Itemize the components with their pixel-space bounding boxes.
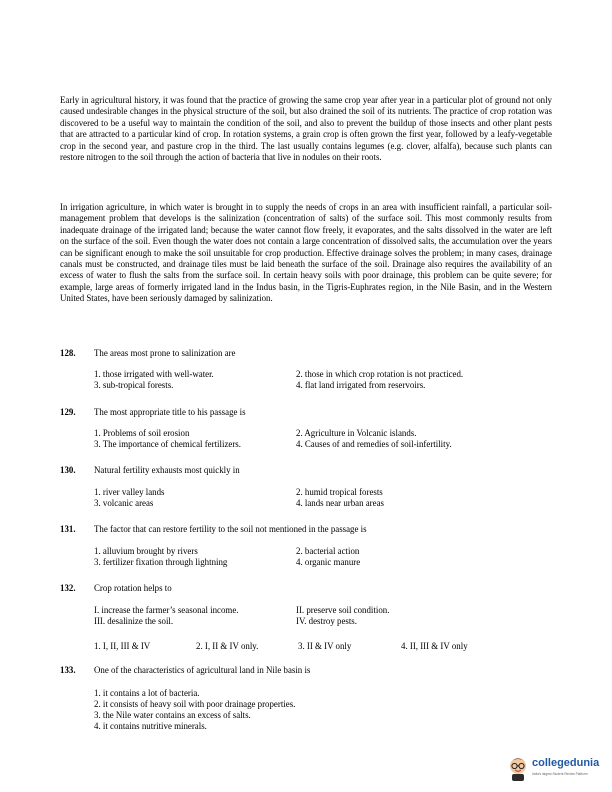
option-3: 3. volcanic areas	[94, 498, 154, 508]
option-1: 1. I, II, III & IV	[94, 641, 151, 651]
option-3: 3. the Nile water contains an excess of salts.	[94, 710, 251, 720]
statement-4: IV. destroy pests.	[296, 616, 357, 626]
statement-3: III. desalinize the soil.	[94, 616, 174, 626]
passage-paragraph-2: In irrigation agriculture, in which water is brought in to supply the needs of crops in an area with insufficient rainfall, a particular soil-management problem that develops is the salinization (concentration of salts) of the surface soil. This most commonly results from inadequate drainage of the irrigated land; because the water cannot flow freely, it evaporates, and the salts dissolved in the water are left on the surface of the soil. Even though the water does not contain a large concentration of dissolved salts, the accumulation over the years can be significant enough to make the soil unsuitable for crop production. Effective drainage solves the problem; in many cases, drainage canals must be constructed, and drainage tiles must be laid beneath the surface of the soil. Drainage also requires the availability of an excess of water to flush the salts from the surface soil. In certain heavy soils with poor drainage, this problem can be quite severe; for example, large areas of formerly irrigated land in the Indus basin, in the Tigris-Euphrates region, in the Nile Basin, and in the Western United States, have been seriously damaged by salinization.	[60, 202, 552, 304]
option-3: 3. II & IV only	[298, 641, 352, 651]
option-1: 1. Problems of soil erosion	[94, 428, 190, 438]
option-2: 2. it consists of heavy soil with poor drainage properties.	[94, 699, 296, 709]
question-number: 129.	[60, 407, 76, 417]
option-3: 3. The importance of chemical fertilizers.	[94, 439, 241, 449]
option-3: 3. fertilizer fixation through lightning	[94, 557, 228, 567]
question-number: 128.	[60, 348, 76, 358]
option-4: 4. II, III & IV only	[401, 641, 468, 651]
option-2: 2. I, II & IV only.	[196, 641, 259, 651]
passage-paragraph-1: Early in agricultural history, it was found that the practice of growing the same crop year after year in a particular plot of ground not only caused undesirable changes in the physical structure of the soil, but also drained the soil of its nutrients. The practice of crop rotation was discovered to be a useful way to maintain the condition of the soil, and also to prevent the buildup of those insects and other plant pests that are attracted to a particular kind of crop. In rotation systems, a grain crop is often grown the first year, followed by a leafy-vegetable crop in the second year, and pasture crop in the third. The last usually contains legumes (e.g. clover, alfalfa), because such plants can restore nitrogen to the soil through the action of bacteria that live in nodules on their roots.	[60, 95, 552, 163]
question-text: Crop rotation helps to	[94, 583, 172, 593]
question-number: 131.	[60, 524, 76, 534]
option-4: 4. flat land irrigated from reservoirs.	[296, 380, 426, 390]
question-number: 132.	[60, 583, 76, 593]
question-number: 130.	[60, 465, 76, 475]
brand-logo-text: collegedunia	[532, 757, 600, 769]
question-text: Natural fertility exhausts most quickly in	[94, 465, 240, 475]
collegedunia-mascot-icon	[507, 755, 529, 781]
statement-2: II. preserve soil condition.	[296, 605, 390, 615]
question-text: One of the characteristics of agricultural land in Nile basin is	[94, 665, 311, 675]
option-1: 1. those irrigated with well-water.	[94, 369, 214, 379]
option-4: 4. lands near urban areas	[296, 498, 384, 508]
question-number: 133.	[60, 665, 76, 675]
question-text: The areas most prone to salinization are	[94, 348, 236, 358]
brand-tagline: India's largest Student Review Platform	[532, 772, 588, 776]
option-1: 1. river valley lands	[94, 487, 165, 497]
option-4: 4. organic manure	[296, 557, 361, 567]
statement-1: I. increase the farmer’s seasonal income.	[94, 605, 239, 615]
question-text: The most appropriate title to his passage is	[94, 407, 246, 417]
question-text: The factor that can restore fertility to the soil not mentioned in the passage is	[94, 524, 367, 534]
option-1: 1. alluvium brought by rivers	[94, 546, 198, 556]
option-2: 2. humid tropical forests	[296, 487, 383, 497]
option-2: 2. Agriculture in Volcanic islands.	[296, 428, 417, 438]
option-4: 4. it contains nutritive minerals.	[94, 721, 207, 731]
option-2: 2. those in which crop rotation is not practiced.	[296, 369, 464, 379]
option-1: 1. it contains a lot of bacteria.	[94, 688, 200, 698]
option-2: 2. bacterial action	[296, 546, 360, 556]
option-3: 3. sub-tropical forests.	[94, 380, 174, 390]
option-4: 4. Causes of and remedies of soil-infertility.	[296, 439, 452, 449]
